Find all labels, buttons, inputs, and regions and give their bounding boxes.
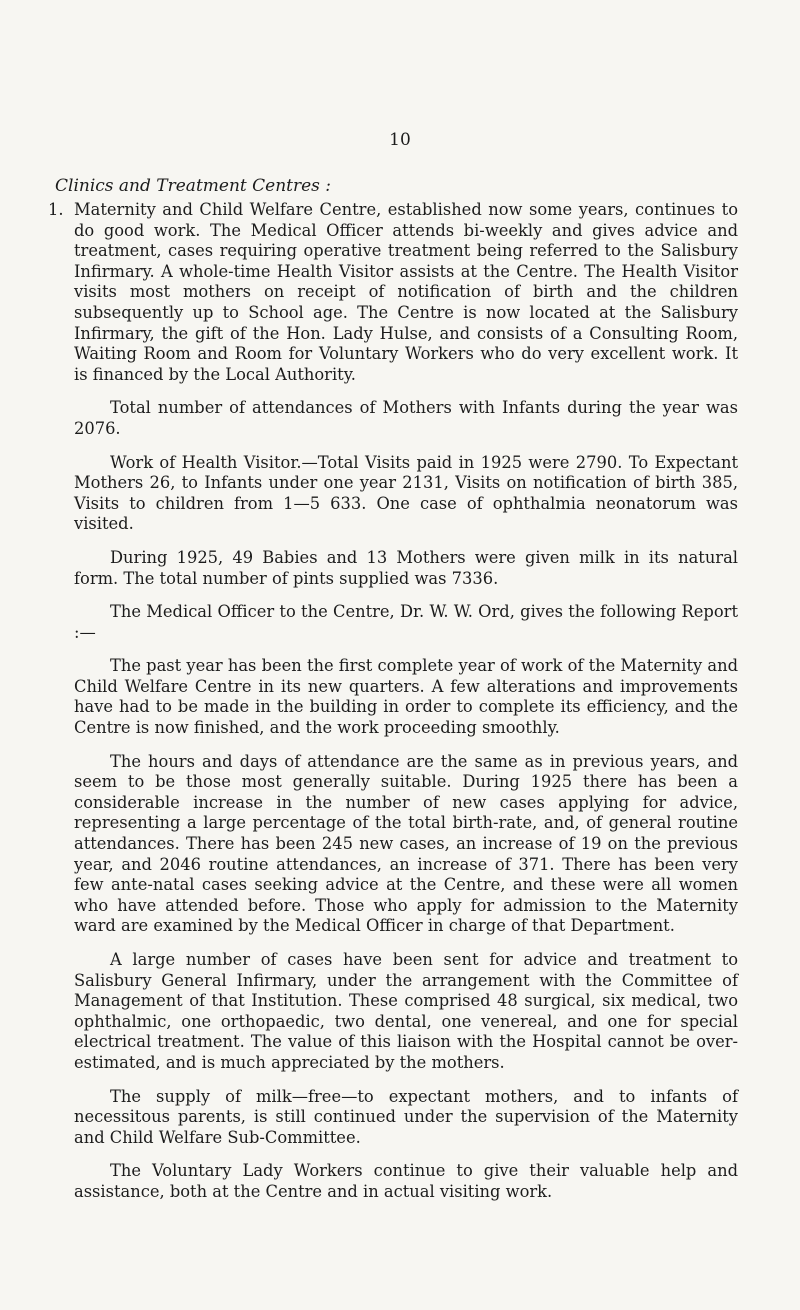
paragraph-attendances: Total number of attendances of Mothers with Infants during the year was 2076. xyxy=(74,398,738,438)
numbered-item xyxy=(48,200,738,1203)
section-heading: Clinics and Treatment Centres : xyxy=(55,176,332,196)
paragraph-attendance-hours: The hours and days of attendance are the same as in previous years, and seem to be those most generally suitable. During 1925 there has been a considerable increase in the number of new cases applying for advice, representing a large percentage of the total birth-rate, and, of general routine attendances. There has been 245 new cases, an increase of 19 on the previous year, and 2046 routine attendances, an increase of 371. There has been very few ante-natal cases seeking advice at the Centre, and these were all women who have attended before. Those who apply for admission to the Maternity ward are examined by the Medical Officer in charge of that Department. xyxy=(74,751,738,936)
paragraph-report-intro: The Medical Officer to the Centre, Dr. W. W. Ord, gives the following Report :— xyxy=(74,602,738,642)
paragraph-milk-1925: During 1925, 49 Babies and 13 Mothers were given milk in its natural form. The total number of pints supplied was 7336. xyxy=(74,547,738,588)
paragraph-milk-supply: The supply of milk—free—to expectant mothers, and to infants of necessitous parents, is still continued under the supervision of the Maternity and Child Welfare Sub-Committee. xyxy=(74,1086,738,1147)
item-number: 1. xyxy=(48,200,64,219)
paragraph-new-quarters: The past year has been the first complete year of work of the Maternity and Child Welfare Centre in its new quarters. A few alterations and improvements have had to be made in the building in order to complete its efficiency, and the Centre is now finished, and the work proceeding smoothly. xyxy=(74,656,738,738)
item-body xyxy=(74,200,738,1203)
paragraph-health-visitor: Work of Health Visitor.—Total Visits paid in 1925 were 2790. To Expectant Mothers 26, to Infants under one year 2131, Visits on notification of birth 385, Visits to children from 1—5 633. One case of ophthalmia neonatorum was visited. xyxy=(74,452,738,534)
page-number: 10 xyxy=(389,130,411,150)
paragraph-infirmary-referrals: A large number of cases have been sent for advice and treatment to Salisbury General Infirmary, under the arrangement with the Committee of Management of that Institution. These comprised 48 surgical, six medical, two ophthalmic, one orthopaedic, two dental, one venereal, and one for special electrical treatment. The value of this liaison with the Hospital cannot be over-estimated, and is much appreciated by the mothers. xyxy=(74,950,738,1072)
document-body xyxy=(48,200,738,1203)
paragraph-centre-description: Maternity and Child Welfare Centre, established now some years, continues to do good work. The Medical Officer attends bi-weekly and gives advice and treatment, cases requiring operative treatment being referred to the Salisbury Infirmary. A whole-time Health Visitor assists at the Centre. The Health Visitor visits most mothers on receipt of notification of birth and the children subsequently up to School age. The Centre is now located at the Salisbury Infirmary, the gift of the Hon. Lady Hulse, and consists of a Consulting Room, Waiting Room and Room for Voluntary Workers who do very excellent work. It is financed by the Local Authority. xyxy=(74,200,738,384)
paragraph-voluntary-workers: The Voluntary Lady Workers continue to give their valuable help and assistance, both at the Centre and in actual visiting work. xyxy=(74,1161,738,1201)
